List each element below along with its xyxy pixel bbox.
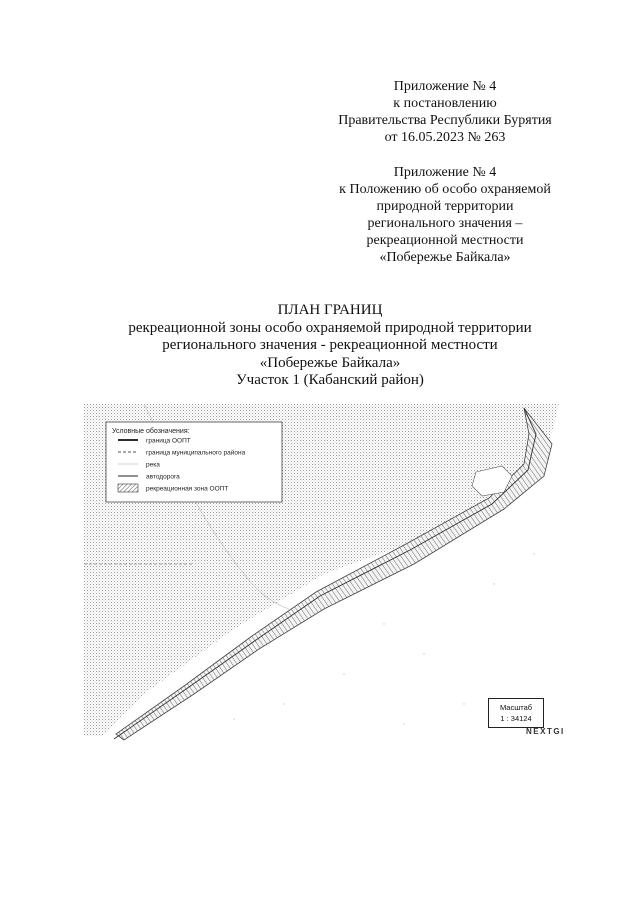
scale-value: 1 : 34124 bbox=[500, 714, 532, 723]
appendix-line: к Положению об особо охраняемой bbox=[339, 182, 551, 197]
appendix-line: природной территории bbox=[376, 199, 514, 214]
appendix-line: Правительства Республики Бурятия bbox=[338, 113, 552, 128]
appendix-line: к постановлению bbox=[393, 96, 497, 111]
appendix-line: регионального значения – bbox=[367, 216, 523, 231]
appendix-regulation bbox=[315, 164, 575, 266]
legend-symbol-hatched-box bbox=[118, 484, 138, 492]
boundary-map bbox=[84, 404, 574, 744]
appendix-line: «Побережье Байкала» bbox=[379, 250, 511, 265]
plan-title-line: «Побережье Байкала» bbox=[259, 354, 401, 371]
legend-label: граница муниципального района bbox=[146, 449, 246, 457]
appendix-line: Приложение № 4 bbox=[393, 79, 497, 94]
scale-box bbox=[488, 698, 544, 728]
plan-title-line: Участок 1 (Кабанский район) bbox=[236, 372, 424, 388]
scale-label: Масштаб bbox=[499, 703, 533, 712]
legend-label: автодорога bbox=[146, 473, 180, 481]
appendix-line: от 16.05.2023 № 263 bbox=[384, 130, 506, 145]
plan-title bbox=[60, 302, 600, 390]
legend-label: граница ООПТ bbox=[146, 437, 191, 445]
legend-label: рекреационная зона ООПТ bbox=[146, 485, 229, 493]
appendix-line: рекреационной местности bbox=[366, 233, 524, 248]
plan-heading: ПЛАН ГРАНИЦ bbox=[277, 302, 383, 318]
legend-label: река bbox=[146, 461, 160, 469]
plan-title-line: рекреационной зоны особо охраняемой природной территории bbox=[128, 319, 532, 336]
plan-title-line: регионального значения - рекреационной местности bbox=[162, 337, 498, 353]
appendix-resolution bbox=[315, 78, 575, 146]
legend bbox=[106, 422, 282, 502]
legend-title: Условные обозначения: bbox=[112, 428, 190, 435]
appendix-line: Приложение № 4 bbox=[393, 165, 497, 180]
watermark: NEXTGI bbox=[526, 727, 565, 736]
